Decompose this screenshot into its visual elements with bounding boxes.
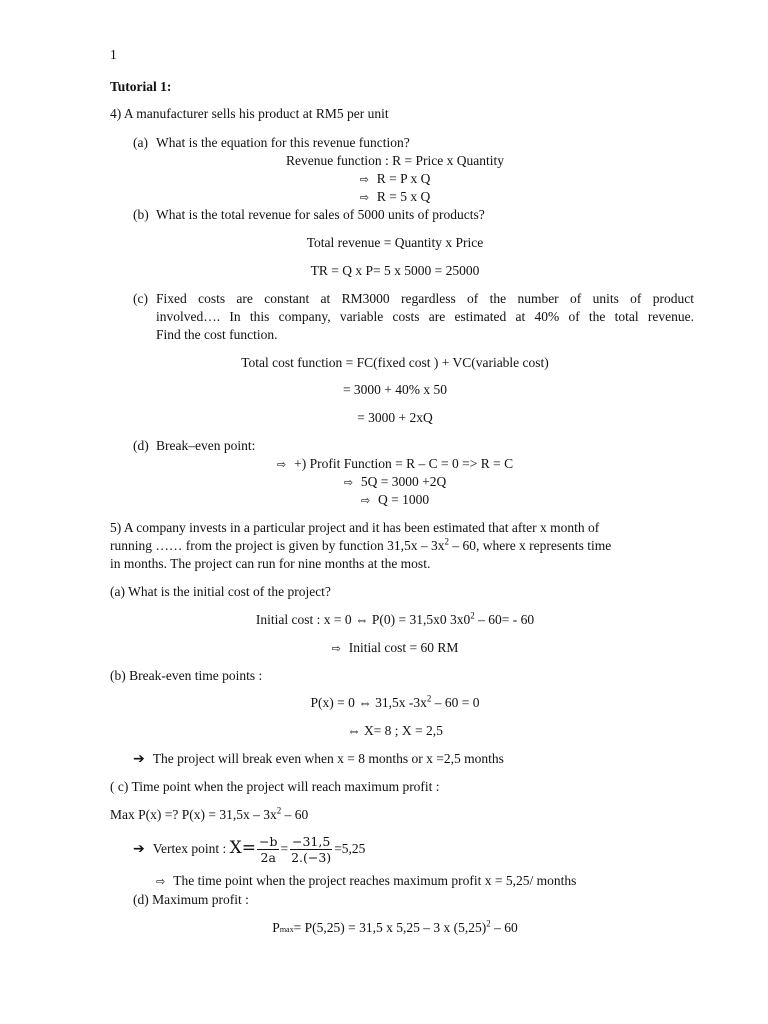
- q4c-question-line2: involved…. In this company, variable costs are estimated at 40% of the total revenue.: [156, 309, 694, 324]
- implies-arrow-icon: ⇨: [276, 458, 287, 471]
- fraction-denominator: 2.(−3): [291, 850, 332, 866]
- q5a-line1-b: – 60= - 60: [474, 612, 535, 627]
- q5-intro-line3: in months. The project can run for nine months at the most.: [110, 556, 431, 571]
- q5b-line1-b: – 60 = 0: [431, 695, 480, 710]
- q4b-line2: TR = Q x P= 5 x 5000 = 25000: [310, 263, 480, 278]
- q4b-line1: Total revenue = Quantity x Price: [306, 235, 484, 250]
- q4a-line2: [0, 170, 768, 189]
- q5b-line2: ⇔ X= 8 ; X = 2,5: [347, 723, 443, 738]
- q4d-line2: [0, 473, 768, 492]
- implies-arrow-icon: ⇨: [359, 173, 369, 186]
- q4d-line3-text: Q = 1000: [378, 492, 430, 507]
- q4d-line1: [0, 455, 768, 474]
- q4c-line3: = 3000 + 2xQ: [357, 410, 433, 425]
- q4c-question-line3: Find the cost function.: [156, 327, 278, 342]
- q5c-line1: [110, 806, 308, 824]
- vertex-label: Vertex point :: [152, 841, 227, 856]
- q4d-question: Break–even point:: [156, 438, 256, 453]
- q5-intro-line2-b: – 60, where x represents time: [448, 538, 612, 553]
- exponent: 2: [426, 693, 432, 704]
- q4a-line3: [0, 188, 768, 207]
- fraction-numerator: −31,5: [291, 834, 331, 850]
- q5a-line2: [0, 639, 768, 658]
- vertex-variable: X: [229, 838, 242, 858]
- q4a-label: (a): [133, 135, 148, 150]
- q4-intro: 4) A manufacturer sells his product at RM5 per unit: [110, 106, 389, 121]
- q5b-line3: [133, 750, 504, 768]
- page-title: Tutorial 1:: [110, 79, 172, 94]
- q4a-line1: Revenue function : R = Price x Quantity: [286, 153, 504, 168]
- q5c-line1-b: – 60: [281, 807, 309, 822]
- q5d-question: (d) Maximum profit :: [133, 892, 249, 907]
- q5a-question: (a) What is the initial cost of the project?: [110, 584, 331, 599]
- implies-arrow-icon: ⇨: [343, 476, 353, 489]
- q5-intro-line2-a: running …… from the project is given by function 31,5x – 3x: [110, 538, 445, 553]
- q4c-line2: = 3000 + 40% x 50: [342, 382, 448, 397]
- q5a-line1-a: Initial cost : x = 0 ⇔ P(0) = 31,5x0 3x0: [255, 612, 471, 627]
- exponent: 2: [276, 805, 282, 816]
- pmax-symbol: P: [272, 920, 280, 935]
- q5b-line1: [0, 694, 768, 712]
- q5a-line1: [0, 611, 768, 629]
- q5b-question: (b) Break-even time points :: [110, 668, 263, 683]
- implies-arrow-icon: ⇨: [360, 494, 371, 507]
- q5b-line1-a: P(x) = 0 ⇔ 31,5x -3x: [310, 695, 427, 710]
- q5-intro-line1: 5) A company invests in a particular project and it has been estimated that after x month of: [110, 520, 600, 535]
- q4a-question: What is the equation for this revenue function?: [156, 135, 410, 150]
- fraction-denominator: 2a: [260, 850, 276, 866]
- pmax-subscript: max: [279, 925, 294, 934]
- fraction-values: [289, 834, 333, 865]
- q5c-vertex-line: ➔ Vertex point : X= $\frac{-b}{2a}$ = $\frac{-31,5}{2.(-3)}$ =5,25: [133, 834, 366, 866]
- q5c-line1-a: Max P(x) =? P(x) = 31,5x – 3x: [110, 807, 277, 822]
- page-number: 1: [110, 47, 117, 62]
- pmax-expression-b: – 60: [490, 920, 518, 935]
- exponent: 2: [444, 536, 449, 547]
- q4d-line2-text: 5Q = 3000 +2Q: [360, 474, 447, 489]
- q5-intro-line2: [110, 537, 611, 555]
- q4d-line1-text: +) Profit Function = R – C = 0 => R = C: [294, 456, 514, 471]
- fraction-numerator: −b: [258, 834, 278, 850]
- implies-arrow-icon: ⇨: [156, 875, 166, 888]
- q4b-question: What is the total revenue for sales of 5000 units of products?: [156, 207, 485, 222]
- q5c-conclusion-text: The time point when the project reaches maximum profit x = 5,25/ months: [173, 873, 577, 888]
- exponent: 2: [470, 610, 475, 621]
- bold-arrow-icon: ➔: [133, 751, 145, 767]
- implies-arrow-icon: ⇨: [359, 191, 369, 204]
- q4a-line3-text: R = 5 x Q: [376, 189, 431, 204]
- bold-arrow-icon: ➔: [133, 841, 145, 857]
- exponent: 2: [486, 918, 491, 929]
- q4b-label: (b): [133, 207, 149, 222]
- q5b-line3-text: The project will break even when x = 8 months or x =2,5 months: [152, 751, 504, 766]
- q4c-question-line1: Fixed costs are constant at RM3000 regardless of the number of units of product: [156, 291, 694, 306]
- implies-arrow-icon: ⇨: [331, 642, 341, 655]
- q4a-line2-text: R = P x Q: [376, 171, 431, 186]
- q5c-question: ( c) Time point when the project will reach maximum profit :: [110, 779, 440, 794]
- q5a-line2-text: Initial cost = 60 RM: [348, 640, 459, 655]
- q5c-conclusion: [156, 872, 576, 891]
- q4c-label: (c): [133, 291, 148, 306]
- q4c-line1: Total cost function = FC(fixed cost ) + VC(variable cost): [241, 355, 549, 370]
- vertex-result: =5,25: [334, 841, 366, 856]
- q4d-line3: [0, 491, 768, 510]
- fraction-minus-b-over-2a: [257, 834, 279, 865]
- q5d-pmax-line: [0, 919, 768, 939]
- pmax-expression-a: = P(5,25) = 31,5 x 5,25 – 3 x (5,25): [293, 920, 487, 935]
- q4d-label: (d): [133, 438, 149, 453]
